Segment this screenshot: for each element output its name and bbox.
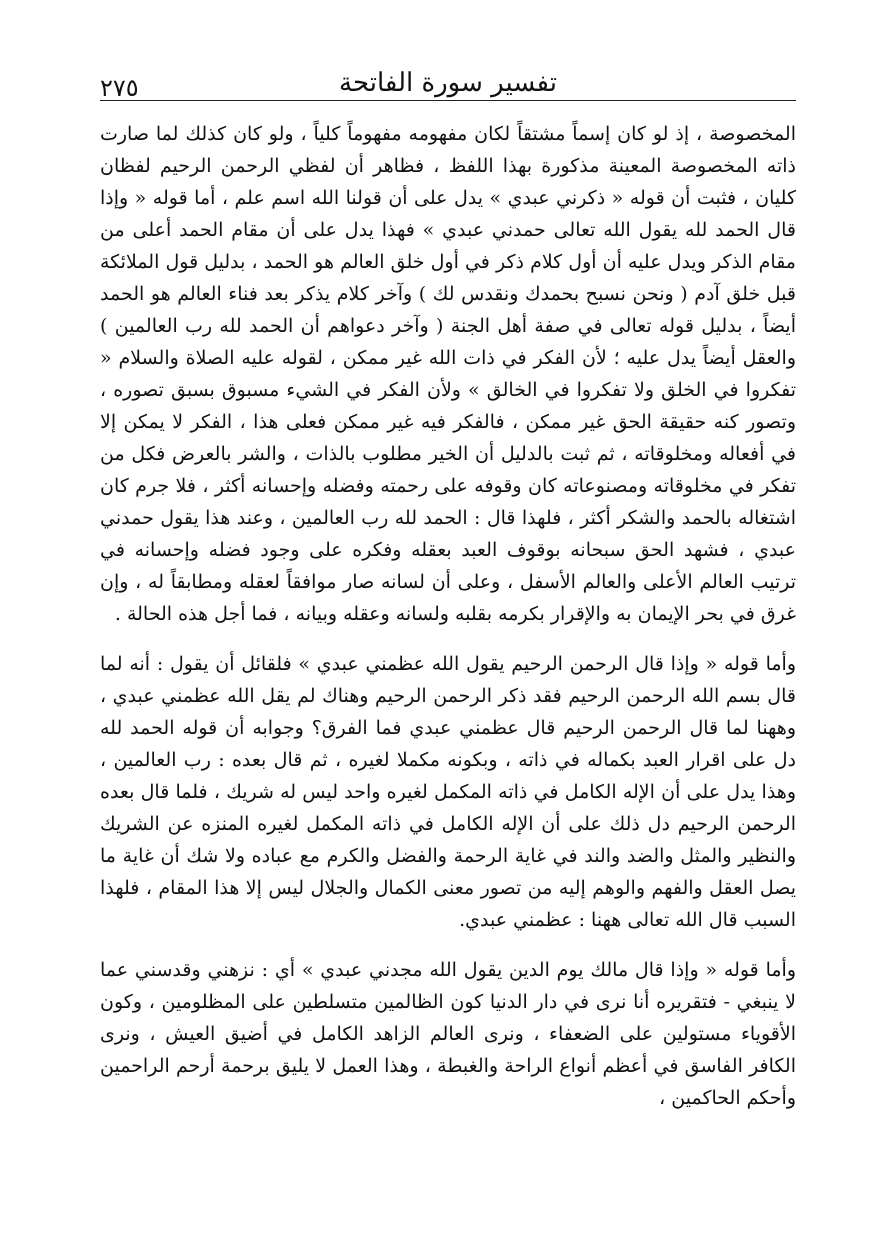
page-body — [100, 118, 796, 1132]
page-number: ٢٧٥ — [100, 74, 139, 102]
paragraph: وأما قوله « وإذا قال الرحمن الرحيم يقول الله عظمني عبدي » فلقائل أن يقول : أنه لما قال بسم الله الرحمن الرحيم فقد ذكر الرحمن الرحيم وهناك لم يقل الله عظمني عبدي ، وههنا لما قال الرحمن الرحيم قال عظمني عبدي فما الفرق؟ وجوابه أن قوله الحمد لله دل على اقرار العبد بكماله في ذاته ، وبكونه مكملا لغيره ، ثم قال بعده : رب العالمين ، وهذا يدل على أن الإله الكامل في ذاته المكمل لغيره واحد ليس له شريك ، فلما قال بعده الرحمن الرحيم دل ذلك على أن الإله الكامل في ذاته المكمل لغيره المنزه عن الشريك والنظير والمثل والضد والند في غاية الرحمة والفضل والكرم مع عباده ولا شك أن غاية ما يصل العقل والفهم والوهم إليه من تصور معنى الكمال والجلال ليس إلا هذا المقام ، فلهذا السبب قال الله تعالى ههنا : عظمني عبدي. — [100, 653, 796, 931]
paragraph: المخصوصة ، إذ لو كان إسماً مشتقاً لكان مفهومه مفهوماً كلياً ، ولو كان كذلك لما صارت ذاته المخصوصة المعينة مذكورة بهذا اللفظ ، فظاهر أن لفظي الرحمن الرحيم لفظان كليان ، فثبت أن قوله « ذكرني عبدي » يدل على أن قولنا الله اسم علم ، أما قوله « وإذا قال الحمد لله يقول الله تعالى حمدني عبدي » فهذا يدل على أن مقام الحمد أعلى من مقام الذكر ويدل عليه أن أول كلام ذكر في أول خلق العالم هو الحمد ، بدليل قول الملائكة قبل خلق آدم ( ونحن نسبح بحمدك ونقدس لك ) وآخر كلام يذكر بعد فناء العالم هو الحمد أيضاً ، بدليل قوله تعالى في صفة أهل الجنة ( وآخر دعواهم أن الحمد لله رب العالمين ) والعقل أيضاً يدل عليه ؛ لأن الفكر في ذات الله غير ممكن ، لقوله عليه الصلاة والسلام « تفكروا في الخلق ولا تفكروا في الخالق » ولأن الفكر في الشيء مسبوق بسبق تصوره ، وتصور كنه حقيقة الحق غير ممكن ، فالفكر فيه غير ممكن فعلى هذا ، الفكر لا يمكن إلا في أفعاله ومخلوقاته ، ثم ثبت بالدليل أن الخير مطلوب بالذات ، والشر بالعرض فكل من تفكر في مخلوقاته ومصنوعاته كان وقوفه على رحمته وفضله وإحسانه أكثر ، فلا جرم كان اشتغاله بالحمد والشكر أكثر ، فلهذا قال : الحمد لله رب العالمين ، وعند هذا يقول حمدني عبدي ، فشهد الحق سبحانه بوقوف العبد بعقله وفكره على وجود فضله وإحسانه في ترتيب العالم الأعلى والعالم الأسفل ، وعلى أن لسانه صار موافقاً لعقله ومطابقاً له ، وإن غرق في بحر الإيمان به والإقرار بكرمه بقلبه ولسانه وعقله وبيانه ، فما أجل هذه الحالة . — [100, 123, 796, 625]
running-title: تفسير سورة الفاتحة — [339, 68, 557, 98]
header-rule — [100, 100, 796, 101]
page-header — [100, 66, 796, 102]
paragraph: وأما قوله « وإذا قال مالك يوم الدين يقول الله مجدني عبدي » أي : نزهني وقدسني عما لا ينبغي - فتقريره أنا نرى في دار الدنيا كون الظالمين متسلطين على المظلومين ، وكون الأقوياء مستولين على الضعفاء ، ونرى العالم الزاهد الكامل في أضيق العيش ، ونرى الكافر الفاسق في أعظم أنواع الراحة والغبطة ، وهذا العمل لا يليق برحمة أرحم الراحمين وأحكم الحاكمين ، — [100, 959, 796, 1109]
